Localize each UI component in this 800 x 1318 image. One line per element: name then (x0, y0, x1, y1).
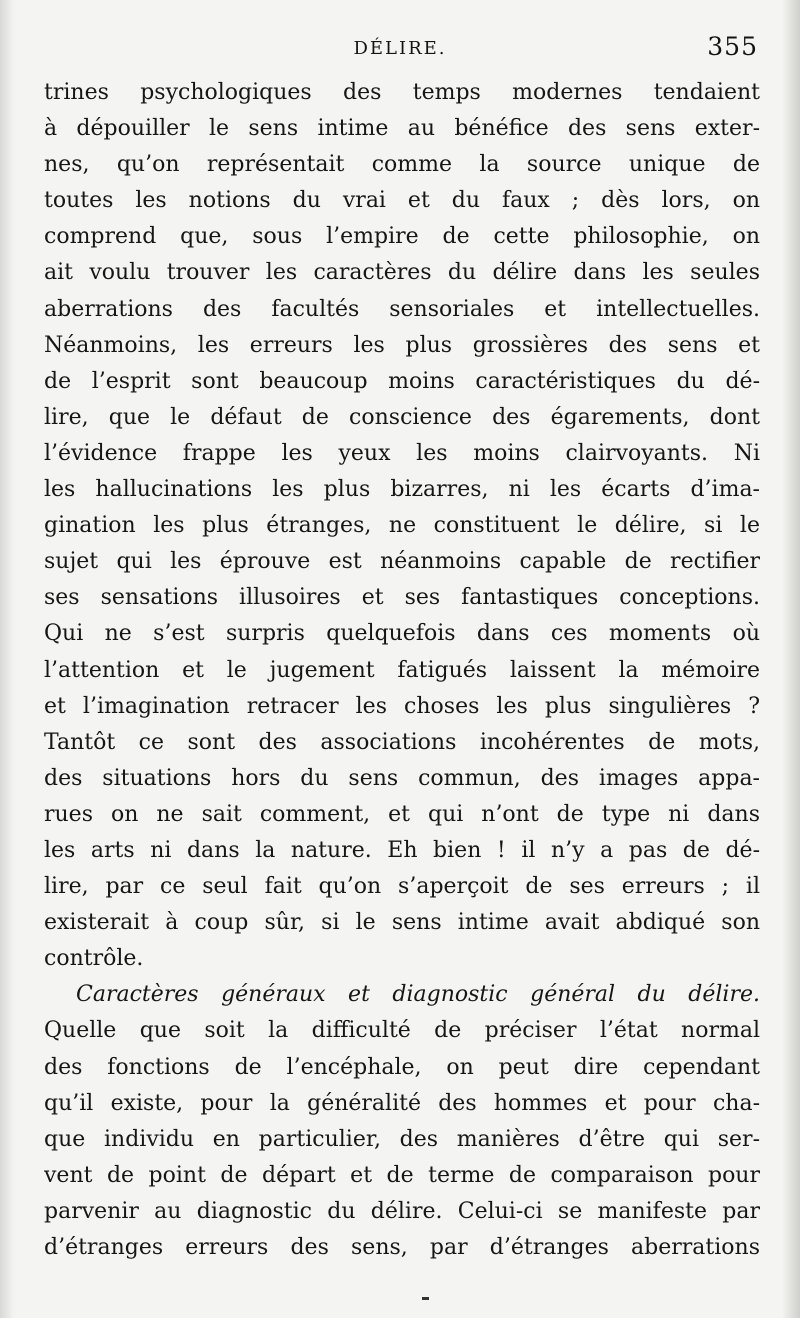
section-heading: Caractères généraux et diagnostic général du délire. (76, 982, 760, 1008)
text-line: comprend que, sous l’empire de cette philosophie, on (44, 224, 760, 250)
text-line: sujet qui les éprouve est néanmoins capable de rectifier (44, 549, 760, 575)
text-line: ses sensations illusoires et ses fantastiques conceptions. (44, 585, 760, 611)
text-line: ait voulu trouver les caractères du délire dans les seules (44, 260, 760, 286)
text-line: lire, que le défaut de conscience des égarements, dont (44, 404, 760, 430)
text-line: les hallucinations les plus bizarres, ni les écarts d’ima- (44, 477, 760, 503)
text-line: qu’il existe, pour la généralité des hommes et pour cha- (44, 1090, 760, 1116)
text-line: Qui ne s’est surpris quelquefois dans ces moments où (44, 621, 760, 647)
text-line: gination les plus étranges, ne constituent le délire, si le (44, 513, 760, 539)
text-line: Néanmoins, les erreurs les plus grossières des sens et (44, 332, 760, 358)
text-line: des fonctions de l’encéphale, on peut dire cependant (44, 1054, 760, 1080)
page-edge-left (0, 0, 14, 1318)
page-edge-right (782, 0, 800, 1318)
text-line: parvenir au diagnostic du délire. Celui-ci se manifeste par (44, 1198, 760, 1224)
text-line: d’étranges erreurs des sens, par d’étranges aberrations (44, 1235, 760, 1260)
text-line: vent de point de départ et de terme de comparaison pour (44, 1162, 760, 1188)
text-line: Tantôt ce sont des associations incohérentes de mots, (44, 729, 760, 755)
text-line: existerait à coup sûr, si le sens intime avait abdiqué son (44, 910, 760, 936)
text-line: de l’esprit sont beaucoup moins caractéristiques du dé- (44, 368, 760, 394)
text-line: l’évidence frappe les yeux les moins clairvoyants. Ni (44, 440, 760, 466)
running-head (42, 32, 758, 68)
text-line: toutes les notions du vrai et du faux ; dès lors, on (44, 188, 760, 214)
text-line: à dépouiller le sens intime au bénéfice des sens exter- (44, 116, 760, 142)
text-line: l’attention et le jugement fatigués laissent la mémoire (44, 657, 760, 683)
page-number: 355 (707, 32, 758, 61)
text-line: Quelle que soit la difficulté de préciser l’état normal (44, 1018, 760, 1044)
text-line: et l’imagination retracer les choses les plus singulières ? (44, 693, 760, 719)
text-line: des situations hors du sens commun, des images appa- (44, 765, 760, 791)
text-line: trines psychologiques des temps modernes tendaient (44, 80, 760, 105)
text-line: les arts ni dans la nature. Eh bien ! il n’y a pas de dé- (44, 837, 760, 863)
text-line: aberrations des facultés sensoriales et intellectuelles. (44, 296, 760, 322)
running-title: DÉLIRE. (353, 38, 447, 59)
text-line: rues on ne sait comment, et qui n’ont de type ni dans (44, 801, 760, 827)
text-line: nes, qu’on représentait comme la source unique de (44, 152, 760, 178)
text-line: que individu en particulier, des manières d’être qui ser- (44, 1126, 760, 1152)
text-line: contrôle. (44, 946, 144, 972)
body-text (44, 75, 760, 1266)
bottom-ink-mark (422, 1297, 429, 1300)
text-line: lire, par ce seul fait qu’on s’aperçoit de ses erreurs ; il (44, 874, 760, 900)
